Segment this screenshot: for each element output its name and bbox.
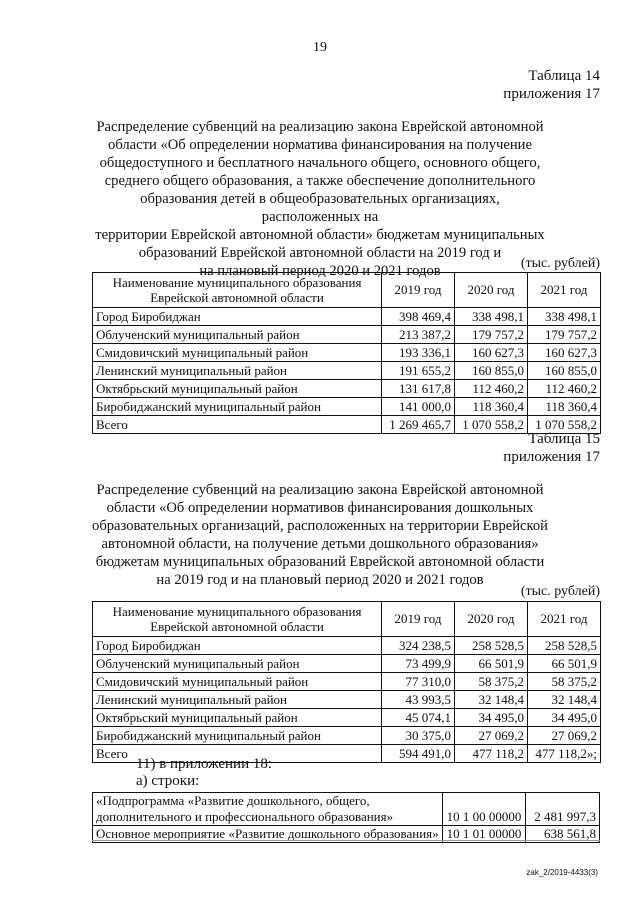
- table14-caption: [90, 118, 550, 280]
- cell-2020: 58 375,2: [455, 673, 528, 691]
- cell-2021: 160 855,0: [528, 362, 601, 380]
- cell-2021: 338 498,1: [528, 308, 601, 326]
- caption-line: области «Об определении норматива финансирования на получение: [108, 137, 532, 153]
- row-name: Смидовичский муниципальный район: [93, 673, 382, 691]
- header-2019: 2019 год: [382, 602, 455, 637]
- row-name: Ленинский муниципальный район: [93, 362, 382, 380]
- table14-label-line1: Таблица 14: [528, 68, 600, 84]
- caption-line: образования детей в общеобразовательных организациях, расположенных на: [140, 191, 500, 225]
- table14-label: [503, 67, 600, 103]
- table15-units: (тыс. рублей): [520, 584, 600, 599]
- table15-label-line2: приложения 17: [503, 449, 600, 465]
- table-header-row: [93, 273, 601, 308]
- cell-2019: 77 310,0: [382, 673, 455, 691]
- cell-2019: 1 269 465,7: [382, 416, 455, 434]
- cell-2020: 112 460,2: [455, 380, 528, 398]
- table-header-row: [93, 602, 601, 637]
- table15: [92, 601, 601, 763]
- caption-line: автономной области, на получение детьми дошкольного образования»: [101, 536, 539, 552]
- table-row: [93, 398, 601, 416]
- cell-2021: 258 528,5: [528, 637, 601, 655]
- cell-2021: 112 460,2: [528, 380, 601, 398]
- table15-caption: [90, 481, 550, 589]
- row-name: Город Биробиджан: [93, 308, 382, 326]
- row-name: Октябрьский муниципальный район: [93, 380, 382, 398]
- amendment-item: 11) в приложении 18:: [136, 756, 273, 772]
- cell-2021: 179 757,2: [528, 326, 601, 344]
- row-amount: 2 481 997,3: [526, 793, 600, 826]
- table15-label-line1: Таблица 15: [528, 431, 600, 447]
- table-row: [93, 655, 601, 673]
- table14: [92, 272, 601, 434]
- footer-code: zak_2/2019-4433(3): [526, 868, 598, 877]
- page-number: 19: [313, 40, 327, 55]
- table-row: [93, 380, 601, 398]
- header-name-line2: Еврейской автономной области: [150, 290, 324, 305]
- caption-line: на плановый период 2020 и 2021 годов: [199, 263, 441, 279]
- cell-2020: 477 118,2: [455, 745, 528, 763]
- header-name-line1: Наименование муниципального образования: [112, 275, 362, 290]
- header-2020: 2020 год: [455, 602, 528, 637]
- row-name: Всего: [93, 745, 382, 763]
- cell-2021: 477 118,2»;: [528, 745, 601, 763]
- table-row: [93, 727, 601, 745]
- table-row: [93, 637, 601, 655]
- row-name: Город Биробиджан: [93, 637, 382, 655]
- table-row: [93, 709, 601, 727]
- row-name: Облученский муниципальный район: [93, 326, 382, 344]
- row-name-line1: «Подпрограмма «Развитие дошкольного, общего,: [96, 793, 370, 808]
- row-name: Октябрьский муниципальный район: [93, 709, 382, 727]
- table-row: [93, 793, 600, 826]
- header-name-line1: Наименование муниципального образования: [112, 604, 362, 619]
- row-name: Облученский муниципальный район: [93, 655, 382, 673]
- cell-2019: 594 491,0: [382, 745, 455, 763]
- row-name: Основное мероприятие «Развитие дошкольного образования»: [93, 826, 443, 843]
- cell-2020: 34 495,0: [455, 709, 528, 727]
- cell-2019: 45 074,1: [382, 709, 455, 727]
- cell-2020: 338 498,1: [455, 308, 528, 326]
- header-2021: 2021 год: [528, 273, 601, 308]
- cell-2019: 131 617,8: [382, 380, 455, 398]
- cell-2019: 193 336,1: [382, 344, 455, 362]
- page-divider: [92, 840, 600, 841]
- table-row: [93, 691, 601, 709]
- cell-2021: 160 627,3: [528, 344, 601, 362]
- cell-2020: 32 148,4: [455, 691, 528, 709]
- row-name-line2: дополнительного и профессионального образования»: [96, 809, 394, 824]
- header-name: [93, 273, 382, 308]
- header-name-line2: Еврейской автономной области: [150, 619, 324, 634]
- table14-units: (тыс. рублей): [520, 256, 600, 271]
- table-row: [93, 362, 601, 380]
- cell-2019: 43 993,5: [382, 691, 455, 709]
- cell-2020: 160 627,3: [455, 344, 528, 362]
- caption-line: Распределение субвенций на реализацию закона Еврейской автономной: [96, 119, 544, 135]
- row-code: 10 1 01 00000: [442, 826, 526, 843]
- cell-2020: 179 757,2: [455, 326, 528, 344]
- row-name: Смидовичский муниципальный район: [93, 344, 382, 362]
- cell-2019: 73 499,9: [382, 655, 455, 673]
- cell-2021: 32 148,4: [528, 691, 601, 709]
- table-row: [93, 344, 601, 362]
- cell-2021: 66 501,9: [528, 655, 601, 673]
- caption-line: образовательных организаций, расположенных на территории Еврейской: [92, 518, 548, 534]
- caption-line: территории Еврейской автономной области» бюджетам муниципальных: [95, 227, 545, 243]
- caption-line: среднего общего образования, а также обеспечение дополнительного: [104, 173, 536, 189]
- table-row: [93, 326, 601, 344]
- caption-line: бюджетам муниципальных образований Еврейской автономной области: [95, 554, 545, 570]
- amendment-sub: а) строки:: [136, 773, 200, 789]
- cell-2020: 118 360,4: [455, 398, 528, 416]
- row-name: Биробиджанский муниципальный район: [93, 398, 382, 416]
- caption-line: общедоступного и бесплатного начального общего, основного общего,: [99, 155, 541, 171]
- cell-2021: 58 375,2: [528, 673, 601, 691]
- header-2021: 2021 год: [528, 602, 601, 637]
- header-name: [93, 602, 382, 637]
- cell-2020: 27 069,2: [455, 727, 528, 745]
- cell-2020: 66 501,9: [455, 655, 528, 673]
- cell-2021: 27 069,2: [528, 727, 601, 745]
- caption-line: области «Об определении нормативов финансирования дошкольных: [106, 500, 534, 516]
- row-name: [93, 793, 443, 826]
- cell-2020: 258 528,5: [455, 637, 528, 655]
- cell-2021: 34 495,0: [528, 709, 601, 727]
- cell-2021: 118 360,4: [528, 398, 601, 416]
- row-name: Ленинский муниципальный район: [93, 691, 382, 709]
- caption-line: на 2019 год и на плановый период 2020 и 2021 годов: [156, 572, 484, 588]
- cell-2020: 160 855,0: [455, 362, 528, 380]
- cell-2019: 398 469,4: [382, 308, 455, 326]
- cell-2019: 324 238,5: [382, 637, 455, 655]
- cell-2020: 1 070 558,2: [455, 416, 528, 434]
- table-row: [93, 673, 601, 691]
- header-2020: 2020 год: [455, 273, 528, 308]
- amendment-table: [92, 792, 600, 843]
- row-code: 10 1 00 00000: [442, 793, 526, 826]
- table15-label: [503, 430, 600, 466]
- row-amount: 638 561,8: [526, 826, 600, 843]
- header-2019: 2019 год: [382, 273, 455, 308]
- cell-2019: 213 387,2: [382, 326, 455, 344]
- row-name: Всего: [93, 416, 382, 434]
- cell-2019: 141 000,0: [382, 398, 455, 416]
- cell-2021: 1 070 558,2: [528, 416, 601, 434]
- caption-line: Распределение субвенций на реализацию закона Еврейской автономной: [96, 482, 544, 498]
- table14-label-line2: приложения 17: [503, 86, 600, 102]
- caption-line: образований Еврейской автономной области на 2019 год и: [138, 245, 502, 261]
- cell-2019: 191 655,2: [382, 362, 455, 380]
- cell-2019: 30 375,0: [382, 727, 455, 745]
- row-name: Биробиджанский муниципальный район: [93, 727, 382, 745]
- table-row: [93, 308, 601, 326]
